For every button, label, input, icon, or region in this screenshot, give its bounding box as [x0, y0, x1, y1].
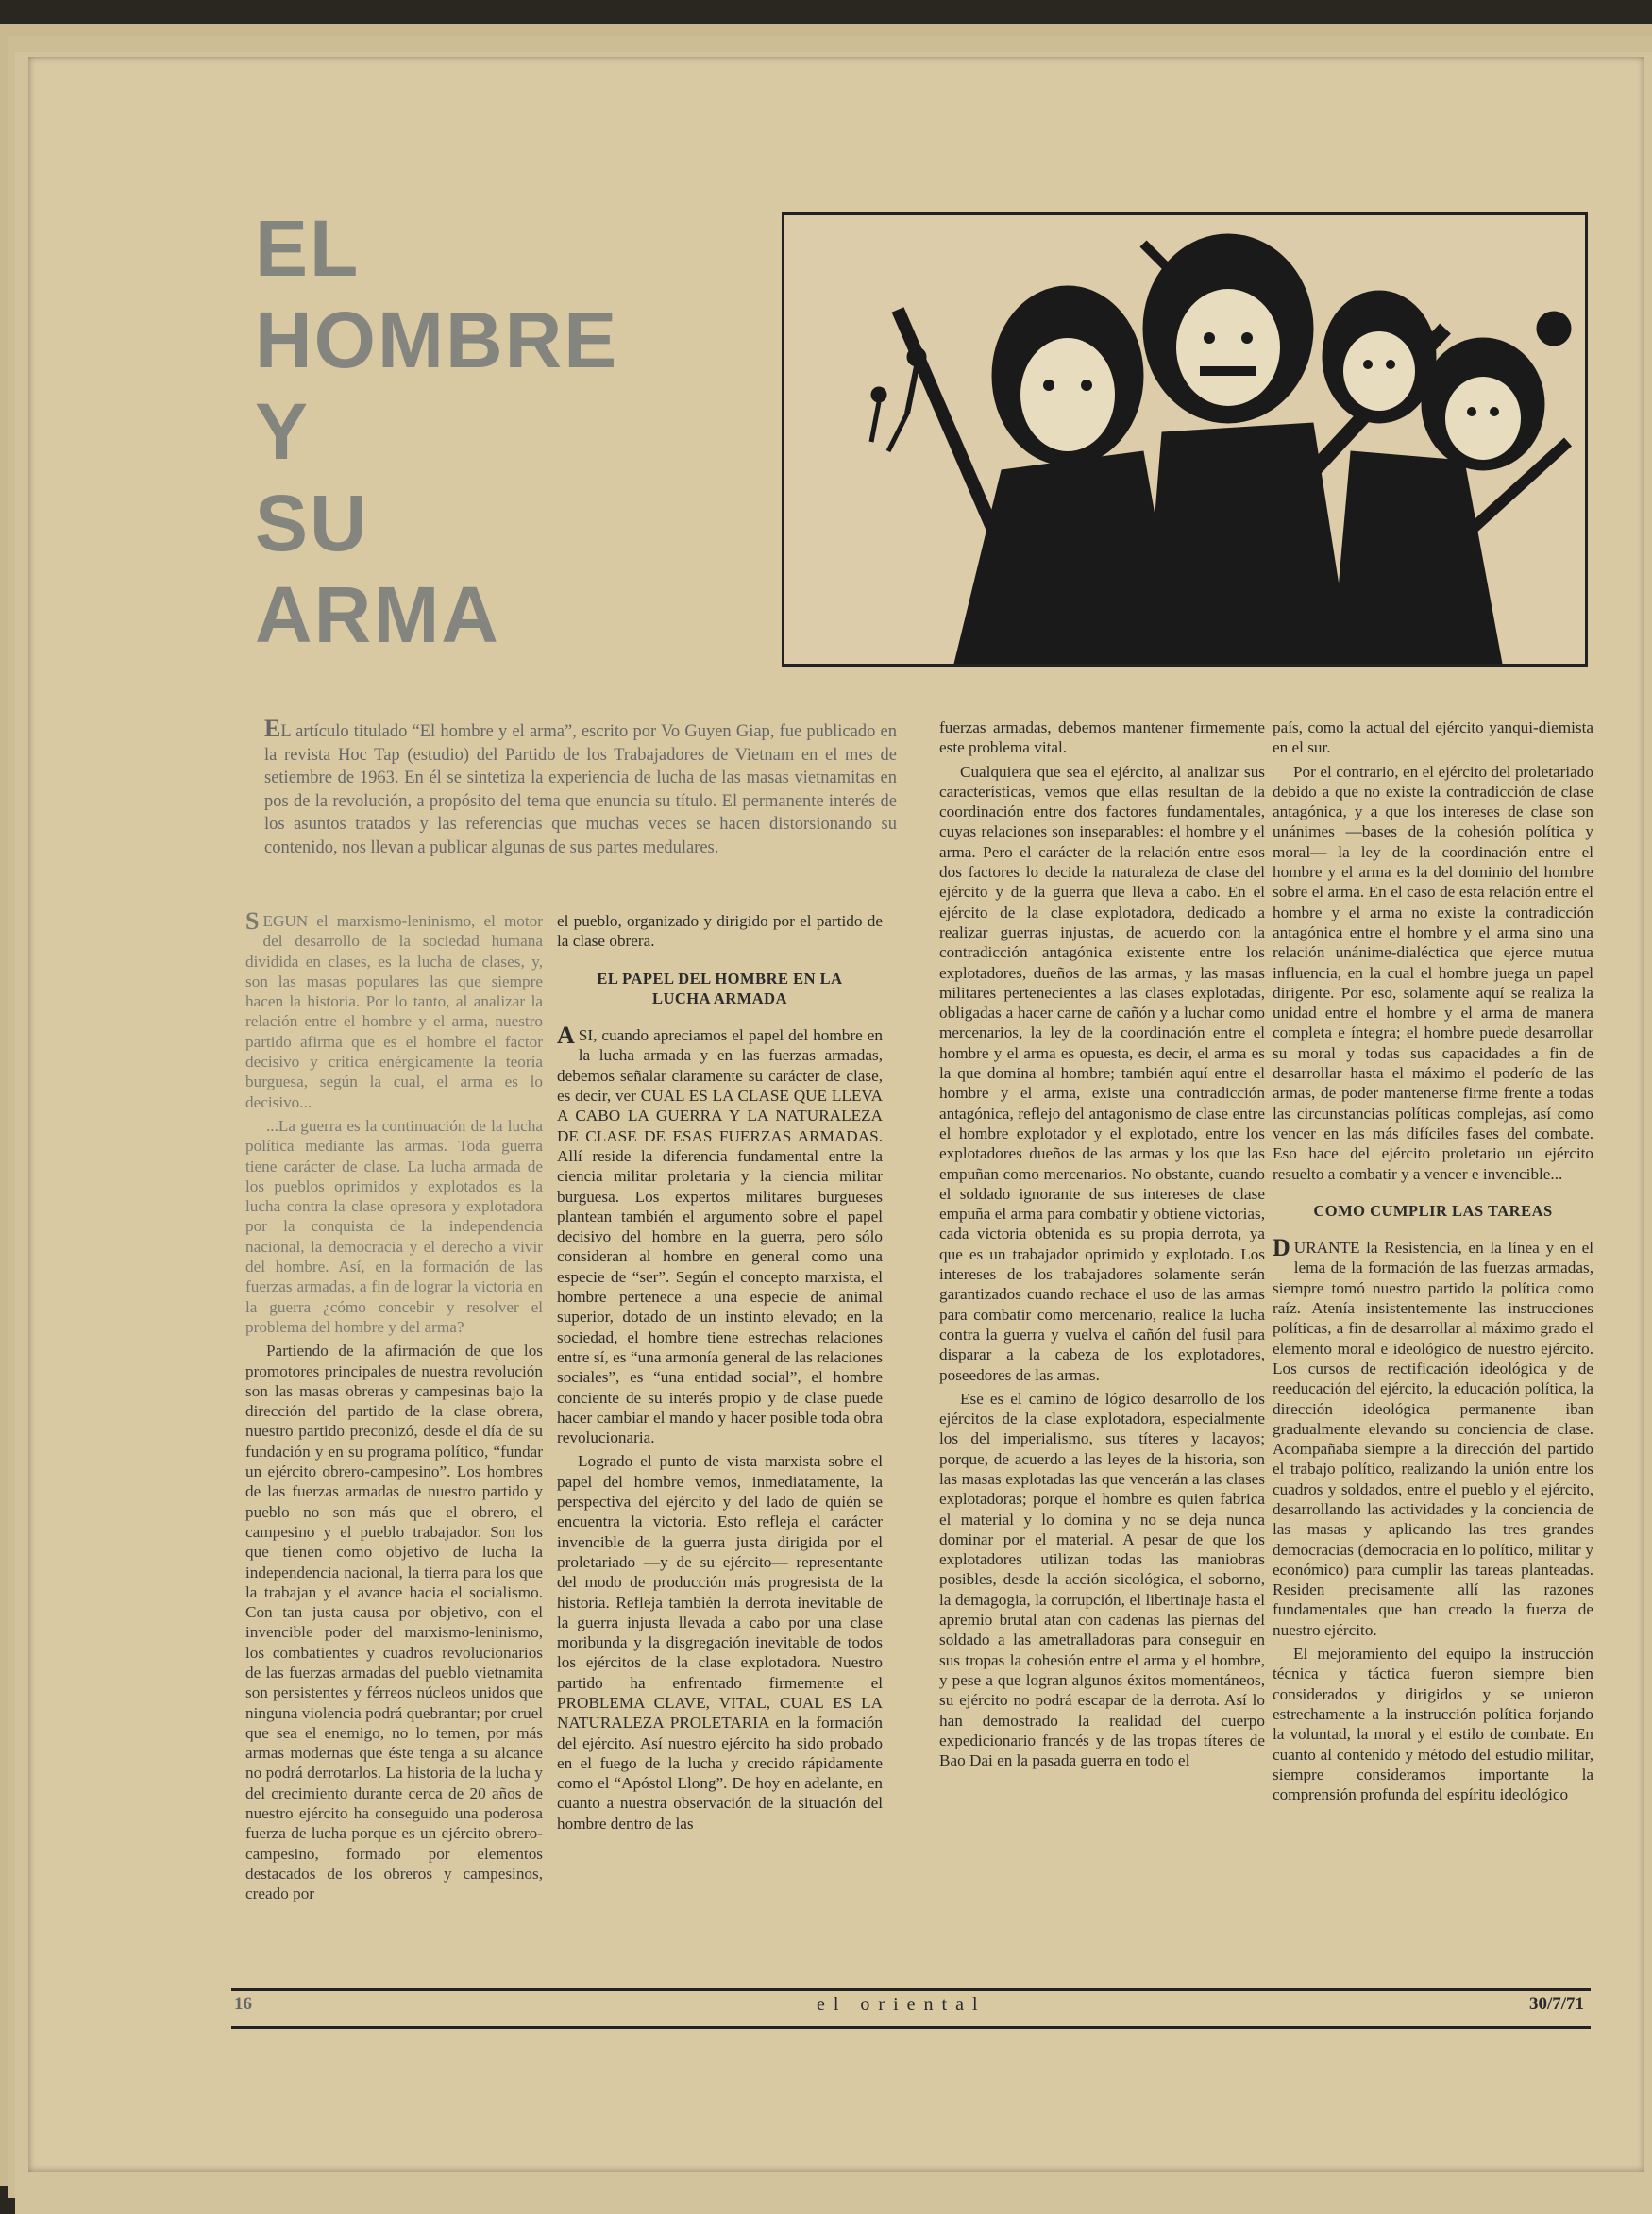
- article-column-1: [245, 907, 543, 1908]
- paragraph: ...La guerra es la continuación de la lucha política mediante las armas. Toda guerra tiene carácter de clase. La lucha armada de los pueblos oprimidos y explotados es la lucha contra la clase opresora y explotadora por la conquista de la independencia nacional, la democracia y el derecho a vivir del hombre. Así, en la formación de las fuerzas armadas, a fin de lograr la victoria en la guerra ¿cómo concebir y resolver el problema del hombre y del arma?: [245, 1116, 543, 1336]
- paragraph: Por el contrario, en el ejército del proletariado debido a que no existe la contradicción de clase antagónica, y a que los intereses de clase son unánimes —bases de la cohesión política y moral— la ley de la coordinación entre el hombre y el arma es la del dominio del hombre sobre el arma. En el caso de esta relación entre el hombre y el arma no existe la contradicción antagónica entre el hombre y el arma sino una relación unánime-dialéctica que ejerce mutua influencia, en la cual el hombre juega un papel dirigente. Por eso, solamente aquí se realiza la unidad entre el hombre y el arma de manera completa e íntegra; el hombre puede desarrollar su moral y todas sus capacidades a fin de desarrollar hasta el máximo el poderío de las armas, de poder mantenerse firme frente a todas las circunstancias políticas complejas, así como vencer en las más difíciles fases del combate. Eso hace del ejército proletario un ejército resuelto a combatir y a vencer e invencible...: [1273, 762, 1593, 1183]
- footer-rule-top: [231, 1988, 1591, 1991]
- artist-signature: Focho71: [1389, 575, 1490, 603]
- paragraph: EGUN el marxismo-leninismo, el motor del desarrollo de la sociedad humana dividida en clases, es la lucha de clases, y, son las masas populares las que siempre hacen la historia. Por lo tanto, al analizar la relación entre el hombre y el arma, nuestro partido afirma que es el hombre el factor decisivo y critica enérgicamente la teoría burguesa, según la cual, el arma es lo decisivo...: [245, 912, 543, 1111]
- article-column-4: [1273, 718, 1593, 1808]
- paragraph: Logrado el punto de vista marxista sobre el papel del hombre vemos, inmediatamente, la perspectiva del ejército y del lado de quién se encuentra la victoria. Esto refleja el carácter invencible de la guerra justa dirigida por el proletariado —y de su ejército— representante del modo de producción más progresista de la historia. Refleja también la derrota inevitable de la guerra injusta llevada a cabo por una clase moribunda y la disgregación inevitable de todos los ejércitos de la clase explotadora. Nuestro partido ha enfrentado firmemente el PROBLEMA CLAVE, VITAL, CUAL ES LA NATURALEZA PROLETARIA en la formación del ejército. Así nuestro ejército ha sido probado en el fuego de la lucha y crecido rápidamente como el “Apóstol Llong”. De hoy en adelante, en cuanto a nuestra observación de la situación del hombre dentro de las: [557, 1452, 883, 1833]
- intro-paragraph: [264, 715, 897, 859]
- paragraph: SI, cuando apreciamos el papel del hombre en la lucha armada y en las fuerzas armadas, debemos señalar claramente su carácter de clase, es decir, ver CUAL ES LA CLASE QUE LLEVA A CABO LA GUERRA Y LA NATURALEZA DE CLASE DE ESAS FUERZAS ARMADAS. Allí reside la diferencia fundamental entre la ciencia militar proletaria y la ciencia militar burguesa. Los expertos militares burgueses plantean también el argumento sobre el papel decisivo del hombre en la guerra, pero sólo consideran al hombre en general como una especie de “ser”. Según el concepto marxista, el hombre pertenece a una especie de animal superior, dotado de un instinto elevado; en la sociedad, el hombre tiene estrechas relaciones entre sí, es “una armonía general de las relaciones sociales”, es “una entidad social”, el hombre conciente de su interés propio y de clase puede hacer cambiar el mando y hacer posible toda obra revolucionaria.: [557, 1026, 883, 1447]
- intro-text: L artículo titulado “El hombre y el arma”, escrito por Vo Guyen Giap, fue publicado en la revista Hoc Tap (estudio) del Partido de los Trabajadores de Vietnam en el mes de setiembre de 1963. En él se sintetiza la experiencia de lucha de las masas vietnamitas en pos de la revolución, a propósito del tema que enuncia su título. El permanente interés de los asuntos tratados y las referencias que muchas veces se hacen distorsionando su contenido, nos llevan a publicar algunas de sus partes medulares.: [264, 722, 897, 857]
- paragraph: URANTE la Resistencia, en la línea y en el lema de la formación de las fuerzas armadas, siempre tomó nuestro partido la política como raíz. Atenía insistentemente las instrucciones políticas, a fin de desarrollar al máximo grado el elemento moral e ideológico de nuestro ejército. Los cursos de rectificación ideológica y de reeducación del ejército, la educación política, la dirección ideológica permanente iban gradualmente elevando su conciencia de clase. Acompañaba siempre a la dirección del partido el trabajo político, realizando la unión entre los cuadros y soldados, entre el pueblo y el ejército, desarrollando las actividades y la conciencia de las masas y aplicando las tres grandes democracias (democracia en lo político, militar y económico) para cumplir las tareas planteadas. Residen precisamente allí las razones fundamentales que han creado la fuerza de nuestro ejército.: [1273, 1239, 1593, 1639]
- title-line: ARMA: [255, 570, 500, 659]
- drop-cap: S: [245, 907, 260, 935]
- drop-cap: D: [1273, 1234, 1290, 1262]
- title-line: EL: [255, 204, 361, 293]
- article-column-2: [557, 911, 883, 1837]
- article-column-3: [939, 718, 1265, 1774]
- paragraph: Ese es el camino de lógico desarrollo de los ejércitos de la clase explotadora, especialmente los del imperialismo, sus títeres y lacayos; porque, de acuerdo a las leyes de la historia, son las masas explotadas las que vencerán a las clases explotadoras; porque el hombre es quien fabrica el material y lo domina y no se deja nunca dominar por el material. A pesar de que los explotadores utilizan todas las maniobras posibles, desde la acción sicológica, el soborno, la demagogia, la corrupción, el libertinaje hasta el apremio brutal atan con cadenas las piernas del soldado a las ametralladoras para conseguir en sus tropas la cohesión entre el arma y el hombre, y pese a que logran algunos éxitos momentáneos, su ejército no podrá escapar de la derrota. Así lo han demostrado la realidad del cuerpo expedicionario francés y de las tropas títeres de Bao Dai en la pasada guerra en todo el: [939, 1389, 1265, 1770]
- soldiers-illustration: [782, 212, 1588, 667]
- section-heading: EL PAPEL DEL HOMBRE EN LA LUCHA ARMADA: [597, 969, 843, 1007]
- soldiers-drawing: [784, 215, 1585, 664]
- issue-date: 30/7/71: [1529, 1994, 1585, 2014]
- intro-drop-cap: E: [264, 715, 281, 742]
- title-line: Y: [255, 387, 311, 476]
- section-heading: COMO CUMPLIR LAS TAREAS: [1313, 1201, 1553, 1220]
- paragraph: Partiendo de la afirmación de que los promotores principales de nuestra revolución son las masas obreras y campesinas bajo la dirección del partido de la clase obrera, nuestro partido preconizó, desde el día de su fundación y en su programa político, “fundar un ejército obrero-campesino”. Los hombres de las fuerzas armadas de nuestro partido y pueblo no son más que el obrero, el campesino y el pueblo trabajador. Son los que tienen como objetivo de lucha la independencia nacional, la tierra para los que la trabajan y el avance hacia el socialismo. Con tan justa causa por objetivo, con el invencible poder del marxismo-leninismo, los combatientes y cuadros revolucionarios de las fuerzas armadas del pueblo vietnamita son persistentes y férreos núcleos unidos que ninguna violencia podrá quebrantar; por cruel que sea el enemigo, no lo temen, por más armas modernas que éste tenga a su alcance no podrá derrotarlos. La historia de la lucha y del crecimiento durante cerca de 20 años de nuestro ejército ha conseguido una poderosa fuerza de lucha porque es un ejército obrero-campesino, formado por elementos destacados de los obreros y campesinos, creado por: [245, 1342, 543, 1903]
- paragraph: Cualquiera que sea el ejército, al analizar sus características, vemos que ellas resultan de la coordinación entre dos factores fundamentales, cuyas relaciones son inseparables: el hombre y el arma. Pero el carácter de la relación entre esos dos factores lo decide la naturaleza de clase del ejército y de la guerra que lleva a cabo. En el ejército de la clase explotadora, dedicado a realizar guerras injustas, de acuerdo con la contradicción antagónica existente entre los explotadores, dueños de las armas, y las masas militares pertenecientes a las clases explotadas, obligadas a hacer carne de cañón y a luchar como mercenarios, la ley de la coordinación entre el hombre y el arma es opuesta, es decir, el arma es la que domina al hombre; también aquí entre el hombre y el arma, existe una contradicción antagónica, reflejo del antagonismo de clase entre el hombre explotador y el explotado, entre los explotadores dueños de las armas y los que las empuñan como mercenarios. No obstante, cuando el soldado ignorante de sus intereses de clase empuña el arma para combatir y obtiene victorias, cada victoria obtenida es su propia derrota, ya que es un trabajador oprimido y explotado. Los intereses de los trabajadores solamente serán garantizados cuando rechace el uso de las armas para combatir como mercenario, realice la lucha contra la guerra y vuelva el cañón del fusil para disparar a la cabeza de los explotadores, poseedores de las armas.: [939, 762, 1265, 1384]
- paragraph: país, como la actual del ejército yanqui-diemista en el sur.: [1273, 718, 1593, 757]
- newspaper-page: [28, 57, 1644, 2172]
- title-line: HOMBRE: [255, 296, 619, 384]
- page-number: 16: [234, 1994, 252, 2014]
- article-title: [255, 203, 618, 661]
- paragraph: fuerzas armadas, debemos mantener firmemente este problema vital.: [939, 718, 1265, 757]
- paragraph: El mejoramiento del equipo la instrucción técnica y táctica fueron siempre bien considerados y dirigidos y se unieron estrechamente a la instrucción política forjando la voluntad, la moral y el estilo de combate. En cuanto al contenido y método del estudio militar, siempre consideramos importante la comprensión profunda del espíritu ideológico: [1273, 1645, 1593, 1804]
- paragraph: el pueblo, organizado y dirigido por el partido de la clase obrera.: [557, 912, 883, 951]
- drop-cap: A: [557, 1022, 575, 1050]
- publication-name: el oriental: [817, 1994, 986, 2015]
- footer-rule-bottom: [231, 2026, 1591, 2029]
- title-line: SU: [255, 479, 369, 567]
